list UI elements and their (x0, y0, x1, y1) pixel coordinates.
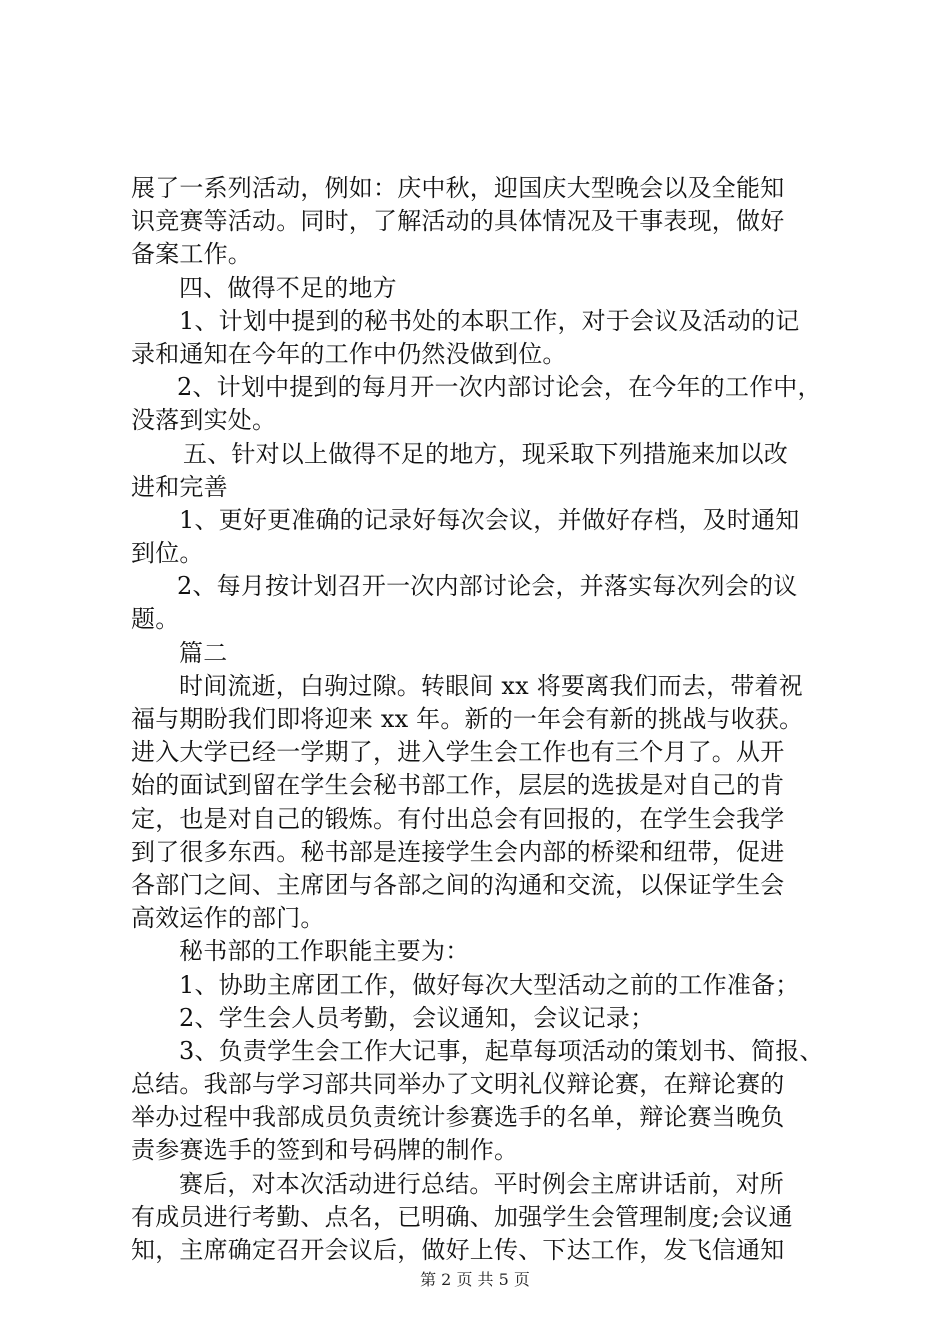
text-line: 总结。我部与学习部共同举办了文明礼仪辩论赛，在辩论赛的 (131, 1070, 785, 1099)
text-line: 到了很多东西。秘书部是连接学生会内部的桥梁和纽带，促进 (131, 837, 785, 866)
text-line: 举办过程中我部成员负责统计参赛选手的名单，辩论赛当晚负 (131, 1103, 785, 1132)
text-line: 始的面试到留在学生会秘书部工作，层层的选拔是对自己的肯 (131, 771, 785, 800)
text-line: 赛后，对本次活动进行总结。平时例会主席讲话前，对所 (179, 1169, 784, 1198)
text-line: 3、负责学生会工作大记事，起草每项活动的策划书、简报、 (179, 1036, 824, 1065)
text-line: 题。 (131, 605, 180, 634)
text-line: 进入大学已经一学期了，进入学生会工作也有三个月了。从开 (131, 738, 785, 767)
text-line: 四、做得不足的地方 (179, 273, 397, 302)
text-line: 1、更好更准确的记录好每次会议，并做好存档，及时通知 (179, 505, 800, 534)
text-line: 秘书部的工作职能主要为： (179, 937, 470, 966)
text-line: 2、计划中提到的每月开一次内部讨论会，在今年的工作中， (177, 373, 822, 402)
text-line: 进和完善 (131, 472, 228, 501)
text-line: 责参赛选手的签到和号码牌的制作。 (131, 1136, 519, 1165)
text-line: 2、每月按计划召开一次内部讨论会，并落实每次列会的议 (177, 572, 798, 601)
text-line: 展了一系列活动，例如：庆中秋，迎国庆大型晚会以及全能知 (131, 174, 785, 202)
text-line: 备案工作。 (131, 240, 252, 269)
text-line: 录和通知在今年的工作中仍然没做到位。 (131, 339, 567, 368)
text-line: 五、针对以上做得不足的地方，现采取下列措施来加以改 (183, 439, 788, 468)
text-line: 福与期盼我们即将迎来 xx 年。新的一年会有新的挑战与收获。 (131, 705, 804, 733)
text-line: 篇二 (179, 638, 228, 667)
text-line: 定，也是对自己的锻炼。有付出总会有回报的，在学生会我学 (131, 804, 785, 833)
text-line: 有成员进行考勤、点名，已明确、加强学生会管理制度;会议通 (131, 1202, 793, 1231)
document-body (131, 172, 831, 1267)
text-line: 1、协助主席团工作，做好每次大型活动之前的工作准备； (179, 970, 800, 999)
text-line: 识竞赛等活动。同时，了解活动的具体情况及干事表现，做好 (131, 207, 785, 236)
text-line: 高效运作的部门。 (131, 904, 325, 933)
text-line: 各部门之间、主席团与各部之间的沟通和交流，以保证学生会 (131, 870, 785, 899)
text-line: 到位。 (131, 539, 204, 568)
text-line: 知，主席确定召开会议后，做好上传、下达工作，发飞信通知 (131, 1236, 785, 1264)
text-line: 时间流逝，白驹过隙。转眼间 xx 将要离我们而去，带着祝 (179, 671, 803, 700)
text-line: 2、学生会人员考勤，会议通知，会议记录； (179, 1003, 655, 1032)
text-line: 没落到实处。 (131, 406, 277, 435)
text-line: 1、计划中提到的秘书处的本职工作，对于会议及活动的记 (179, 306, 800, 335)
page-footer: 第 2 页 共 5 页 (420, 1270, 530, 1289)
